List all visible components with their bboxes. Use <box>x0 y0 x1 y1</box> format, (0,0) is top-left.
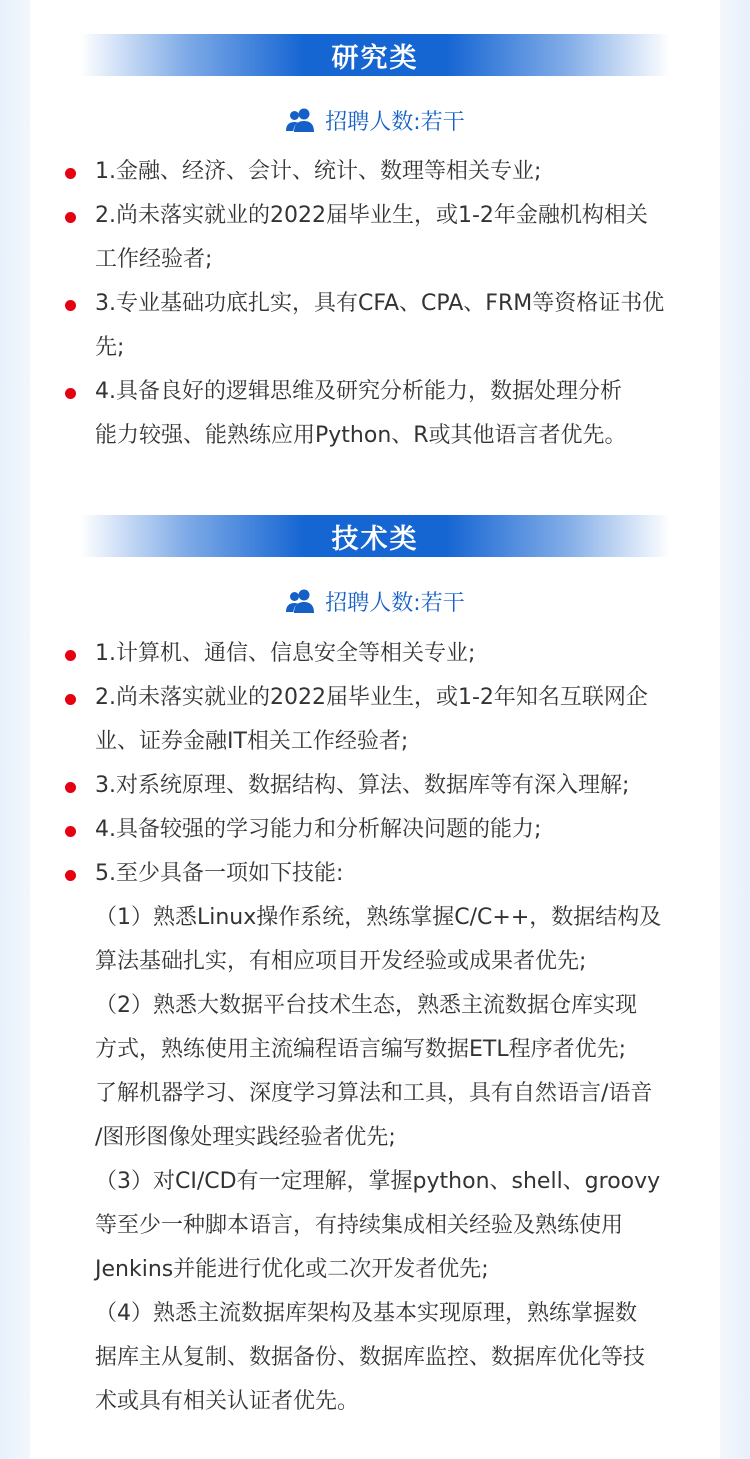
bullet-dot <box>65 300 76 311</box>
requirements-list-research <box>0 150 750 458</box>
recruit-text: 招聘人数:若干 <box>325 109 465 135</box>
item-text: 3.专业基础功底扎实，具有CFA、CPA、FRM等资格证书优 <box>95 291 665 316</box>
bullet-dot <box>65 168 76 179</box>
item-text: （2）熟悉大数据平台技术生态，熟悉主流数据仓库实现 <box>95 993 637 1018</box>
list-item <box>0 676 750 764</box>
item-text: 工作经验者; <box>95 247 213 272</box>
bullet-dot <box>65 212 76 223</box>
bullet-dot <box>65 870 76 881</box>
bullet-dot <box>65 826 76 837</box>
item-text: 2.尚未落实就业的2022届毕业生，或1-2年金融机构相关 <box>95 203 648 228</box>
bullet-dot <box>65 388 76 399</box>
item-text: 能力较强、能熟练应用Python、R或其他语言者优先。 <box>95 423 627 448</box>
item-text: 2.尚未落实就业的2022届毕业生，或1-2年知名互联网企 <box>95 685 648 710</box>
item-text: 1.金融、经济、会计、统计、数理等相关专业; <box>95 159 542 184</box>
item-text: 业、证券金融IT相关工作经验者; <box>95 729 409 754</box>
bullet-dot <box>65 650 76 661</box>
list-item <box>0 852 750 1424</box>
item-text: 术或具有相关认证者优先。 <box>95 1389 360 1414</box>
bullet-dot <box>65 694 76 705</box>
item-text: 4.具备良好的逻辑思维及研究分析能力，数据处理分析 <box>95 379 622 404</box>
item-text: 1.计算机、通信、信息安全等相关专业; <box>95 641 476 666</box>
item-text: Jenkins并能进行优化或二次开发者优先; <box>95 1257 489 1282</box>
section-header-tech <box>80 515 670 557</box>
item-text: 方式，熟练使用主流编程语言编写数据ETL程序者优先; <box>95 1037 627 1062</box>
users-icon <box>285 588 315 614</box>
item-text: 了解机器学习、深度学习算法和工具，具有自然语言/语音 <box>95 1081 653 1106</box>
item-text: /图形图像处理实践经验者优先; <box>95 1125 396 1150</box>
item-text: （1）熟悉Linux操作系统，熟练掌握C/C++，数据结构及 <box>95 905 662 930</box>
section-title: 技术类 <box>331 523 419 555</box>
list-item <box>0 370 750 458</box>
section-title: 研究类 <box>331 42 419 74</box>
list-item <box>0 194 750 282</box>
item-text: （4）熟悉主流数据库架构及基本实现原理，熟练掌握数 <box>95 1301 637 1326</box>
recruit-count-tech <box>0 583 750 619</box>
item-text: 等至少一种脚本语言，有持续集成相关经验及熟练使用 <box>95 1213 624 1238</box>
list-item <box>0 808 750 852</box>
requirements-list-tech <box>0 632 750 1424</box>
list-item <box>0 632 750 676</box>
item-text: 据库主从复制、数据备份、数据库监控、数据库优化等技 <box>95 1345 646 1370</box>
list-item <box>0 764 750 808</box>
recruit-text: 招聘人数:若干 <box>325 590 465 616</box>
item-text: 先; <box>95 335 125 360</box>
item-text: 5.至少具备一项如下技能: <box>95 861 344 886</box>
item-text: （3）对CI/CD有一定理解，掌握python、shell、groovy <box>95 1169 661 1194</box>
item-text: 算法基础扎实，有相应项目开发经验或成果者优先; <box>95 949 587 974</box>
section-header-research <box>80 34 670 76</box>
bullet-dot <box>65 782 76 793</box>
list-item <box>0 150 750 194</box>
list-item <box>0 282 750 370</box>
recruit-count-research <box>0 102 750 138</box>
item-text: 3.对系统原理、数据结构、算法、数据库等有深入理解; <box>95 773 630 798</box>
item-text: 4.具备较强的学习能力和分析解决问题的能力; <box>95 817 542 842</box>
users-icon <box>285 107 315 133</box>
